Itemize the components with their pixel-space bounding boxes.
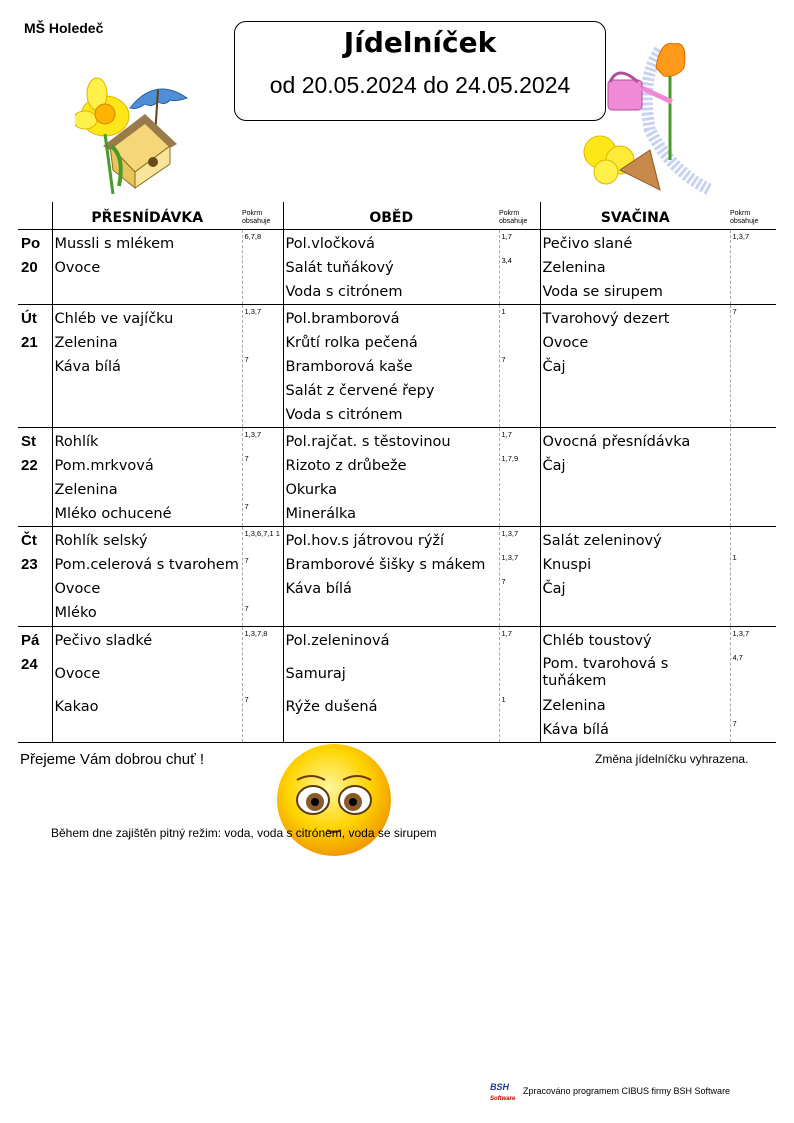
day-label [18,230,52,305]
menu-item: Pom.mrkvová [54,458,154,474]
allergen-codes: 1,7 [501,232,512,241]
allergen-codes: 7 [501,577,506,586]
allergen-codes [502,651,540,693]
menu-item: Salát z červené řepy [285,383,435,399]
menu-item: Voda s citrónem [285,284,403,300]
menu-item: Krůtí rolka pečená [285,335,418,351]
menu-item: Knuspi [542,557,592,573]
menu-item: Salát zeleninový [542,533,662,549]
snack-items [540,627,730,743]
smiley-face-icon [275,742,393,858]
menu-item: Ovoce [54,260,101,276]
allergen-codes [502,278,540,302]
allergen-codes: 1,3,7 [732,232,750,241]
snack-items [540,230,730,305]
menu-item: Chléb toustový [542,633,652,649]
menu-item: Pol.zeleninová [285,633,390,649]
snack-items [540,305,730,428]
school-name: MŠ Holedeč [24,20,104,36]
menu-item: Bramborová kaše [285,359,413,375]
menu-item: Mussli s mlékem [54,236,175,252]
menu-item: Pom.celerová s tvarohem [54,557,239,573]
menu-item: Pol.hov.s játrovou rýží [285,533,445,549]
snack-allergens [730,305,776,428]
menu-item: Káva bílá [54,359,121,375]
bsh-logo-subtext: Software [490,1096,516,1102]
day-abbr: St [21,433,36,450]
allergen-codes: 7 [732,719,737,728]
menu-item: Ovoce [54,581,101,597]
table-header-row [18,202,776,230]
allergen-codes [733,527,777,551]
allergen-codes: 1,3,6,7,1 1 [244,529,280,538]
breakfast-allergens [242,230,283,305]
breakfast-allergens [242,305,283,428]
allergen-codes [502,377,540,401]
menu-item: Voda s citrónem [285,407,403,423]
title-box [234,21,606,121]
change-note: Změna jídelníčku vyhrazena. [595,752,749,766]
lunch-items [283,305,499,428]
menu-table [18,202,776,743]
allergen-codes [733,329,777,353]
day-label [18,428,52,527]
daffodil-birdhouse-illustration [75,76,200,194]
allergen-codes [502,329,540,353]
day-row [18,305,776,428]
breakfast-items [52,527,242,627]
menu-item: Čaj [542,458,566,474]
menu-item: Ovoce [54,666,101,682]
drinking-regime-text: Během dne zajištěn pitný režim: voda, voda s citrónem, voda se sirupem [51,826,437,840]
allergen-codes: 1,7 [501,430,512,439]
menu-item: Čaj [542,581,566,597]
allergen-codes: 1,3,7 [244,307,262,316]
menu-item: Chléb ve vajíčku [54,311,174,327]
day-row [18,230,776,305]
bsh-logo-text: BSH [490,1082,510,1092]
snack-items [540,527,730,627]
allergen-codes [733,428,777,452]
menu-item: Kakao [54,699,99,715]
lunch-allergens [499,230,540,305]
allergen-codes [245,651,283,693]
day-abbr: Út [21,310,37,327]
day-abbr: Čt [21,532,37,549]
allergen-codes: 1,3,7 [244,430,262,439]
menu-item: Rýže dušená [285,699,378,715]
menu-item: Tvarohový dezert [542,311,670,327]
lunch-items [283,627,499,743]
day-label [18,305,52,428]
allergen-codes: 7 [244,604,249,613]
menu-item: Bramborové šišky s mákem [285,557,486,573]
snack-allergens [730,230,776,305]
allergen-codes: 1,7,9 [501,454,519,463]
allergen-codes [733,575,777,599]
day-row [18,627,776,743]
allergen-codes: 1,3,7 [732,629,750,638]
day-number: 23 [21,556,38,573]
menu-item: Voda se sirupem [542,284,663,300]
menu-item: Minerálka [285,506,357,522]
menu-item: Zelenina [542,698,606,714]
lunch-allergens [499,428,540,527]
allergen-codes: 7 [244,695,249,704]
breakfast-column-header: PŘESNÍDÁVKA [52,202,242,230]
allergen-codes [733,254,777,278]
allergen-codes: 7 [244,502,249,511]
day-label [18,627,52,743]
allergen-codes [733,278,777,302]
allergen-codes [502,476,540,500]
allergen-codes: 4,7 [732,653,743,662]
menu-item: Mléko [54,605,97,621]
menu-item: Káva bílá [542,722,609,738]
allergen-codes [502,500,540,524]
menu-item: Zelenina [54,335,118,351]
menu-item: Rizoto z drůbeže [285,458,407,474]
breakfast-items [52,305,242,428]
menu-item: Rohlík selský [54,533,148,549]
allergen-codes: 1 [732,553,737,562]
allergen-column-header: Pokrm obsahuje [499,202,540,230]
allergen-codes [245,254,283,278]
menu-item: Čaj [542,359,566,375]
breakfast-items [52,627,242,743]
allergen-codes: 7 [244,454,249,463]
allergen-codes [733,693,777,717]
lunch-allergens [499,527,540,627]
bsh-logo [490,1082,515,1102]
allergen-codes: 1,3,7,8 [244,629,268,638]
snack-allergens [730,428,776,527]
allergen-codes: 1,3,7 [501,553,519,562]
menu-item: Pečivo slané [542,236,633,252]
allergen-codes [733,452,777,476]
allergen-codes: 7 [244,556,249,565]
day-number: 24 [21,656,38,673]
menu-item: Okurka [285,482,338,498]
allergen-codes [733,353,777,377]
day-abbr: Pá [21,632,40,649]
snack-allergens [730,627,776,743]
allergen-codes: 1 [501,307,506,316]
allergen-codes [245,578,283,602]
snack-column-header: SVAČINA [540,202,730,230]
lunch-allergens [499,305,540,428]
date-range: od 20.05.2024 do 24.05.2024 [269,72,571,98]
day-label [18,527,52,627]
breakfast-allergens [242,627,283,743]
snack-items [540,428,730,527]
menu-item: Pečivo sladké [54,633,153,649]
allergen-codes: 1 [501,695,506,704]
allergen-codes: 6,7,8 [244,232,262,241]
menu-item: Samuraj [285,666,346,682]
day-abbr: Po [21,235,41,252]
wish-text: Přejeme Vám dobrou chuť ! [20,751,205,768]
day-number: 21 [21,334,38,351]
allergen-codes: 1,7 [501,629,512,638]
allergen-codes: 3,4 [501,256,512,265]
allergen-codes: 7 [732,307,737,316]
breakfast-allergens [242,527,283,627]
page-title: Jídelníček [343,26,497,59]
software-credit: Zpracováno programem CIBUS firmy BSH Software [523,1086,731,1096]
breakfast-allergens [242,428,283,527]
breakfast-items [52,230,242,305]
menu-item: Pol.bramborová [285,311,400,327]
allergen-codes: 7 [244,355,249,364]
menu-item: Ovoce [542,335,589,351]
allergen-codes [245,476,283,500]
day-number: 22 [21,457,38,474]
day-row [18,428,776,527]
day-row [18,527,776,627]
menu-item: Zelenina [542,260,606,276]
watering-can-tulip-illustration [580,40,720,196]
menu-item: Salát tuňákový [285,260,394,276]
lunch-items [283,230,499,305]
allergen-codes: 1,3,7 [501,529,519,538]
allergen-column-header: Pokrm obsahuje [730,202,776,230]
day-number: 20 [21,259,38,276]
lunch-items [283,428,499,527]
flower-bouquet-icon [584,136,660,190]
allergen-codes [245,329,283,353]
menu-item: Mléko ochucené [54,506,172,522]
menu-item: Káva bílá [285,581,352,597]
watering-can-icon [608,73,672,110]
menu-item: Rohlík [54,434,99,450]
snack-allergens [730,527,776,627]
menu-item: Pom. tvarohová s tuňákem [542,656,669,689]
menu-item: Pol.rajčat. s těstovinou [285,434,451,450]
menu-item: Pol.vločková [285,236,375,252]
allergen-codes [502,401,540,425]
breakfast-items [52,428,242,527]
allergen-column-header: Pokrm obsahuje [242,202,283,230]
menu-item: Ovocná přesnídávka [542,434,691,450]
day-column-header [18,202,52,230]
allergen-codes: 7 [501,355,506,364]
lunch-column-header: OBĚD [283,202,499,230]
lunch-allergens [499,627,540,743]
lunch-items [283,527,499,627]
menu-item: Zelenina [54,482,118,498]
